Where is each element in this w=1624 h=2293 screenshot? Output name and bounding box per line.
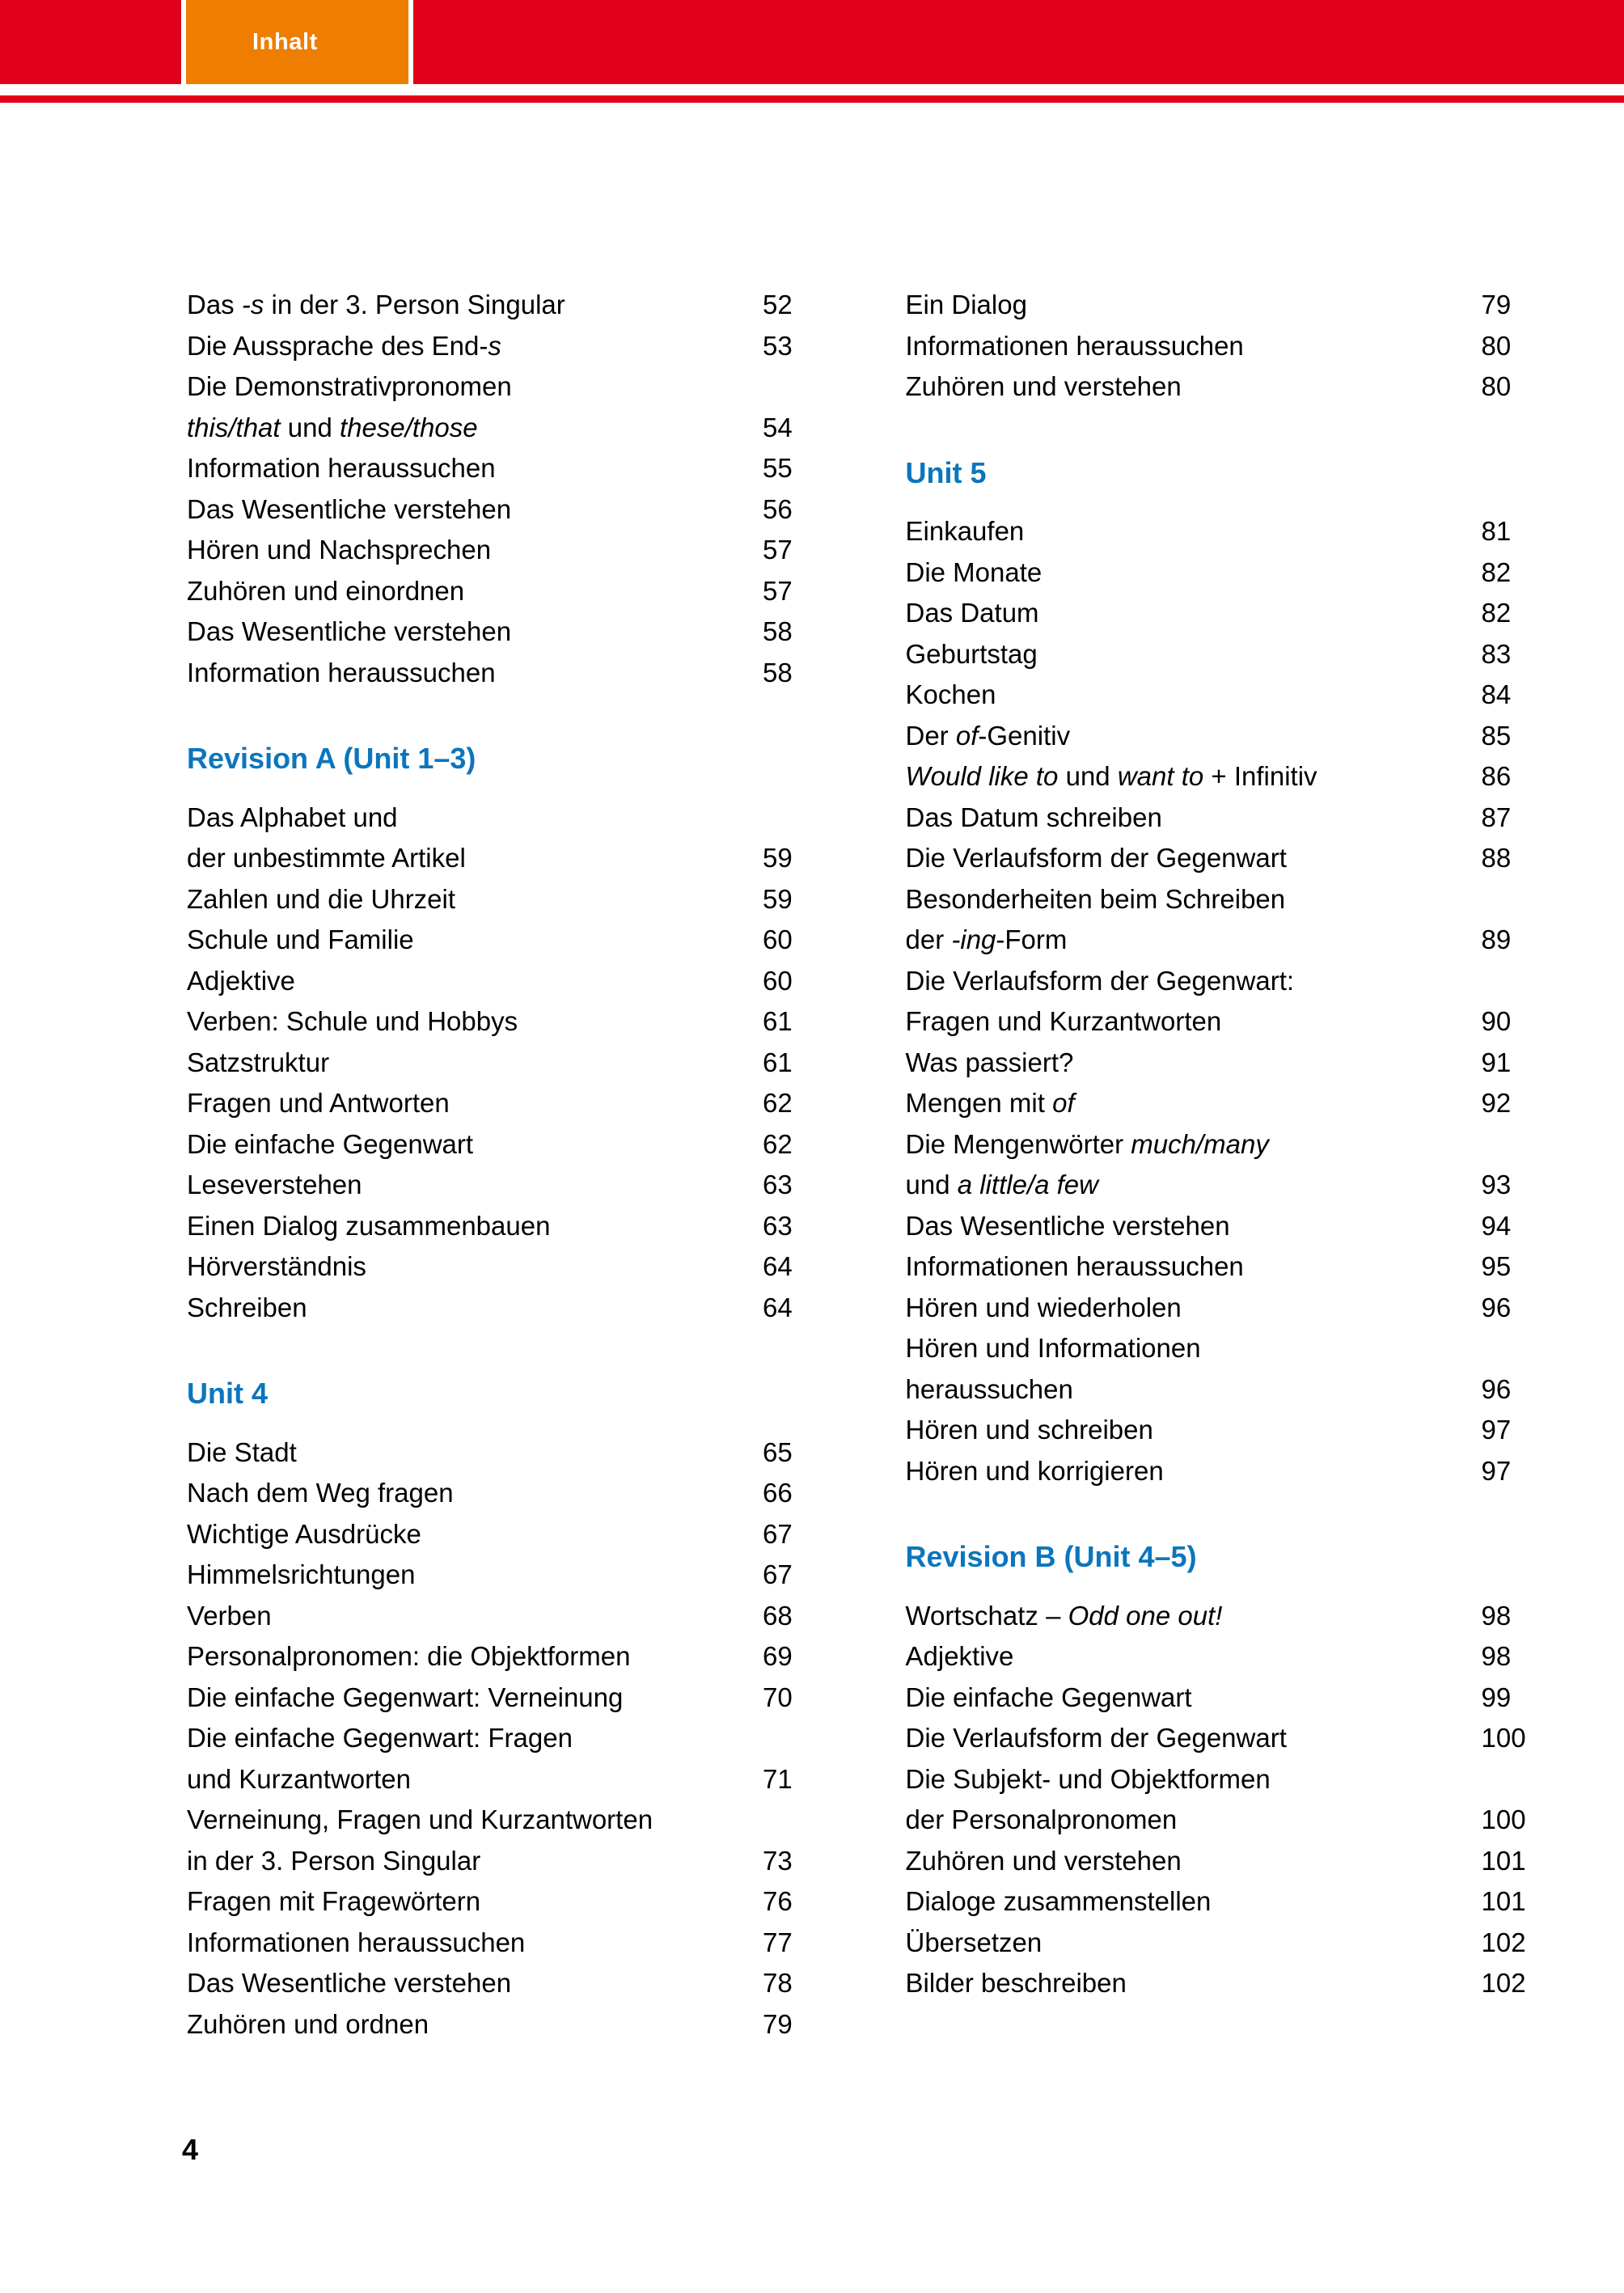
toc-entry[interactable]	[187, 1677, 906, 1719]
toc-entry[interactable]	[906, 1963, 1624, 2004]
toc-entry[interactable]	[187, 1206, 906, 1247]
toc-list	[187, 285, 906, 693]
toc-entry-title: Zuhören und einordnen	[187, 575, 465, 606]
toc-entry-title: Himmelsrichtungen	[187, 1559, 416, 1589]
toc-entry[interactable]	[187, 1514, 906, 1555]
toc-entry-page: 102	[1481, 1968, 1526, 1998]
toc-entry-title: und Kurzantworten	[187, 1763, 412, 1794]
toc-entry-title: Die Stadt	[187, 1436, 297, 1467]
toc-entry-title: Zahlen und die Uhrzeit	[187, 883, 456, 914]
toc-entry-title: Die einfache Gegenwart: Fragen	[187, 1723, 573, 1753]
toc-entry[interactable]	[906, 511, 1624, 552]
toc-entry-page: 91	[1481, 1047, 1512, 1077]
toc-entry[interactable]	[187, 961, 906, 1002]
toc-entry[interactable]	[187, 530, 906, 571]
toc-entry[interactable]	[906, 326, 1624, 367]
toc-entry-title: Hörverständnis	[187, 1251, 366, 1281]
toc-entry-page: 60	[763, 924, 793, 954]
toc-entry-page: 101	[1481, 1845, 1526, 1876]
toc-entry[interactable]	[906, 1800, 1624, 1841]
toc-entry-title: Schreiben	[187, 1292, 307, 1322]
toc-entry-title: Ein Dialog	[905, 290, 1027, 319]
toc-entry[interactable]	[906, 1759, 1624, 1800]
toc-entry[interactable]	[906, 1124, 1624, 1166]
toc-entry[interactable]	[906, 1206, 1624, 1247]
toc-entry[interactable]	[187, 489, 906, 531]
toc-entry-page: 97	[1481, 1415, 1512, 1445]
toc-entry-title: Zuhören und ordnen	[187, 2008, 429, 2039]
toc-entry[interactable]	[187, 285, 906, 326]
toc-entry[interactable]	[187, 1636, 906, 1677]
toc-entry-page: 97	[1481, 1455, 1512, 1486]
toc-entry[interactable]	[906, 593, 1624, 634]
toc-entry-title: Hören und schreiben	[905, 1415, 1153, 1445]
toc-entry-title: Hören und korrigieren	[905, 1455, 1164, 1486]
toc-entry-page: 80	[1481, 371, 1512, 401]
toc-entry-page: 57	[763, 575, 793, 606]
toc-entry[interactable]	[906, 797, 1624, 839]
toc-entry-title: Informationen heraussuchen	[905, 330, 1244, 361]
toc-entry-page: 78	[763, 1968, 793, 1998]
toc-entry-title: Schule und Familie	[187, 924, 414, 954]
toc-entry-page: 56	[763, 493, 793, 524]
toc-entry-title: Information heraussuchen	[187, 657, 496, 687]
toc-entry[interactable]	[906, 1246, 1624, 1288]
toc-entry-title: Einen Dialog zusammenbauen	[187, 1210, 551, 1241]
toc-entry-title: Zuhören und verstehen	[905, 371, 1182, 401]
toc-entry[interactable]	[187, 366, 906, 408]
toc-entry-title: Fragen mit Fragewörtern	[187, 1886, 481, 1916]
toc-entry[interactable]	[187, 1246, 906, 1288]
toc-entry[interactable]	[187, 1165, 906, 1206]
toc-entry-page: 92	[1481, 1088, 1512, 1118]
toc-entry-title: Geburtstag	[905, 638, 1038, 669]
toc-entry[interactable]	[906, 1718, 1624, 1759]
toc-entry[interactable]	[906, 1165, 1624, 1206]
toc-content	[0, 285, 1624, 2045]
toc-entry-page: 101	[1481, 1886, 1526, 1916]
toc-entry[interactable]	[187, 797, 906, 839]
toc-entry-page: 70	[763, 1682, 793, 1712]
toc-entry-title: Einkaufen	[905, 516, 1025, 546]
toc-entry-title: der unbestimmte Artikel	[187, 843, 466, 873]
toc-entry[interactable]	[906, 1043, 1624, 1084]
toc-entry[interactable]	[906, 1288, 1624, 1329]
spacer	[906, 1578, 1624, 1596]
toc-entry-page: 58	[763, 616, 793, 646]
toc-entry-title: Would like to und want to + Infinitiv	[905, 761, 1317, 791]
toc-entry[interactable]	[187, 1841, 906, 1882]
spacer	[906, 493, 1624, 511]
toc-entry-page: 59	[763, 843, 793, 873]
toc-entry-page: 62	[763, 1128, 793, 1159]
toc-entry-page: 86	[1481, 761, 1512, 791]
toc-entry-page: 100	[1481, 1723, 1526, 1753]
toc-entry-title: Die Subjekt- und Objektformen	[905, 1763, 1271, 1794]
toc-entry-page: 79	[763, 2008, 793, 2039]
toc-entry[interactable]	[187, 1759, 906, 1800]
toc-entry-page: 96	[1481, 1373, 1512, 1404]
toc-entry[interactable]	[906, 1841, 1624, 1882]
toc-entry[interactable]	[906, 1001, 1624, 1043]
toc-entry-title: Hören und wiederholen	[905, 1292, 1182, 1322]
toc-entry-page: 82	[1481, 556, 1512, 587]
toc-entry-title: Das Wesentliche verstehen	[905, 1210, 1230, 1241]
toc-entry-title: Das Alphabet und	[187, 802, 398, 832]
toc-entry-page: 59	[763, 883, 793, 914]
toc-entry[interactable]	[187, 838, 906, 879]
toc-entry-page: 57	[763, 535, 793, 565]
toc-entry-title: Adjektive	[187, 965, 295, 996]
toc-entry[interactable]	[187, 448, 906, 489]
toc-entry-title: Informationen heraussuchen	[187, 1927, 526, 1957]
toc-entry-title: Leseverstehen	[187, 1170, 362, 1199]
toc-entry-page: 66	[763, 1478, 793, 1508]
toc-entry[interactable]	[187, 1432, 906, 1474]
toc-entry[interactable]	[906, 1328, 1624, 1369]
toc-entry-page: 65	[763, 1436, 793, 1467]
toc-entry-title: Mengen mit of	[905, 1088, 1075, 1118]
toc-section-heading: Revision A (Unit 1–3)	[187, 742, 476, 775]
toc-entry[interactable]	[187, 1083, 906, 1124]
toc-entry-page: 63	[763, 1210, 793, 1241]
toc-entry[interactable]	[187, 1596, 906, 1637]
toc-entry-title: Adjektive	[905, 1641, 1014, 1671]
toc-entry-title: Die einfache Gegenwart	[187, 1128, 474, 1159]
toc-section-heading: Unit 4	[187, 1377, 269, 1410]
toc-entry-page: 85	[1481, 720, 1512, 751]
toc-entry[interactable]	[187, 1718, 906, 1759]
toc-entry-title: Verneinung, Fragen und Kurzantworten	[187, 1804, 653, 1834]
toc-entry[interactable]	[906, 716, 1624, 757]
toc-entry[interactable]	[906, 756, 1624, 797]
toc-entry[interactable]	[906, 1923, 1624, 1964]
toc-entry-title: Der of-Genitiv	[905, 720, 1071, 751]
toc-entry-page: 98	[1481, 1600, 1512, 1631]
toc-entry-title: Die Demonstrativpronomen	[187, 371, 512, 401]
toc-entry-title: heraussuchen	[905, 1373, 1073, 1404]
toc-entry-page: 76	[763, 1886, 793, 1916]
toc-entry-page: 89	[1481, 924, 1512, 954]
toc-entry-title: Was passiert?	[905, 1047, 1074, 1077]
toc-entry-title: Das Wesentliche verstehen	[187, 1968, 512, 1998]
toc-entry-title: Verben	[187, 1600, 272, 1631]
toc-entry[interactable]	[187, 1473, 906, 1514]
toc-entry-page: 64	[763, 1251, 793, 1281]
toc-list	[187, 797, 906, 1329]
toc-entry[interactable]	[906, 838, 1624, 879]
toc-list	[187, 1432, 906, 2046]
header-rule	[0, 95, 1624, 103]
toc-entry[interactable]	[906, 961, 1624, 1002]
toc-list	[906, 511, 1624, 1491]
toc-section-heading: Revision B (Unit 4–5)	[905, 1540, 1197, 1573]
toc-entry-page: 81	[1481, 516, 1512, 546]
toc-entry[interactable]	[906, 920, 1624, 961]
toc-entry-title: Informationen heraussuchen	[905, 1251, 1244, 1281]
toc-entry[interactable]	[187, 1963, 906, 2004]
toc-entry-title: Wortschatz – Odd one out!	[905, 1600, 1223, 1631]
toc-entry-title: Dialoge zusammenstellen	[905, 1886, 1212, 1916]
toc-entry-title: Das Wesentliche verstehen	[187, 616, 512, 646]
toc-entry[interactable]	[187, 326, 906, 367]
toc-entry-title: this/that und these/those	[187, 412, 478, 442]
header-gap	[0, 84, 1624, 95]
toc-entry[interactable]	[906, 1596, 1624, 1637]
toc-entry[interactable]	[906, 634, 1624, 675]
toc-section-heading: Unit 5	[905, 455, 987, 489]
toc-entry-title: Das Datum schreiben	[905, 802, 1162, 832]
toc-entry[interactable]	[906, 1083, 1624, 1124]
toc-entry-title: Die einfache Gegenwart: Verneinung	[187, 1682, 624, 1712]
page-number: 4	[182, 2133, 199, 2166]
toc-entry-title: Die einfache Gegenwart	[905, 1682, 1192, 1712]
toc-entry[interactable]	[906, 366, 1624, 408]
toc-entry-title: Satzstruktur	[187, 1047, 330, 1077]
toc-entry-page: 53	[763, 330, 793, 361]
toc-entry-title: Die Monate	[905, 556, 1042, 587]
toc-entry-page: 95	[1481, 1251, 1512, 1281]
toc-entry-title: Die Aussprache des End-s	[187, 330, 501, 361]
toc-entry[interactable]	[187, 611, 906, 653]
toc-entry-title: Information heraussuchen	[187, 453, 496, 483]
toc-entry[interactable]	[906, 285, 1624, 326]
toc-entry-page: 94	[1481, 1210, 1512, 1241]
toc-entry-page: 55	[763, 453, 793, 483]
toc-entry-page: 60	[763, 965, 793, 996]
toc-entry-page: 93	[1481, 1170, 1512, 1199]
toc-entry[interactable]	[187, 1881, 906, 1923]
toc-entry-page: 96	[1481, 1292, 1512, 1322]
toc-entry-page: 71	[763, 1763, 793, 1794]
toc-entry-page: 58	[763, 657, 793, 687]
toc-entry[interactable]	[187, 408, 906, 449]
toc-entry-page: 99	[1481, 1682, 1512, 1712]
toc-entry-page: 54	[763, 412, 793, 442]
toc-entry[interactable]	[906, 1451, 1624, 1492]
toc-entry[interactable]	[187, 653, 906, 694]
toc-entry-title: Das -s in der 3. Person Singular	[187, 290, 565, 319]
toc-entry-page: 73	[763, 1845, 793, 1876]
toc-entry-title: Fragen und Antworten	[187, 1088, 450, 1118]
toc-entry-title: Das Wesentliche verstehen	[187, 493, 512, 524]
toc-entry-page: 79	[1481, 290, 1512, 319]
toc-entry[interactable]	[906, 1636, 1624, 1677]
toc-entry-title: Hören und Informationen	[905, 1333, 1201, 1363]
toc-entry[interactable]	[187, 920, 906, 961]
toc-entry[interactable]	[906, 879, 1624, 920]
toc-entry-page: 88	[1481, 843, 1512, 873]
toc-entry-page: 84	[1481, 679, 1512, 709]
toc-entry-page: 87	[1481, 802, 1512, 832]
toc-entry[interactable]	[906, 1410, 1624, 1451]
toc-list	[906, 1596, 1624, 2004]
toc-list	[906, 285, 1624, 408]
toc-entry[interactable]	[187, 1001, 906, 1043]
toc-entry-title: Kochen	[905, 679, 996, 709]
toc-entry-page: 100	[1481, 1804, 1526, 1834]
toc-entry-title: Das Datum	[905, 598, 1039, 628]
toc-entry[interactable]	[906, 552, 1624, 594]
toc-entry[interactable]	[906, 675, 1624, 716]
toc-entry-title: Fragen und Kurzantworten	[905, 1006, 1222, 1036]
toc-entry[interactable]	[906, 1677, 1624, 1719]
toc-entry-page: 62	[763, 1088, 793, 1118]
section-tab-inhalt	[181, 0, 413, 84]
toc-entry-title: Die Verlaufsform der Gegenwart	[905, 1723, 1287, 1753]
toc-entry-page: 69	[763, 1641, 793, 1671]
toc-entry-title: und a little/a few	[905, 1170, 1098, 1199]
toc-entry-title: Verben: Schule und Hobbys	[187, 1006, 518, 1036]
toc-column-right	[906, 285, 1624, 2045]
toc-entry-page: 90	[1481, 1006, 1512, 1036]
toc-entry-page: 80	[1481, 330, 1512, 361]
toc-entry[interactable]	[187, 1124, 906, 1166]
toc-entry-page: 77	[763, 1927, 793, 1957]
spacer	[187, 1415, 906, 1432]
toc-entry-title: Übersetzen	[905, 1927, 1042, 1957]
section-tab-label: Inhalt	[252, 28, 318, 55]
toc-entry-title: Zuhören und verstehen	[905, 1845, 1182, 1876]
toc-entry-page: 61	[763, 1006, 793, 1036]
toc-entry[interactable]	[187, 1043, 906, 1084]
toc-entry-page: 82	[1481, 598, 1512, 628]
toc-entry[interactable]	[187, 1555, 906, 1596]
toc-entry[interactable]	[187, 879, 906, 920]
spacer	[187, 693, 906, 738]
toc-entry-title: in der 3. Person Singular	[187, 1845, 481, 1876]
toc-entry[interactable]	[187, 1288, 906, 1329]
toc-entry-page: 68	[763, 1600, 793, 1631]
spacer	[906, 1491, 1624, 1537]
spacer	[187, 1328, 906, 1373]
toc-entry-title: Die Mengenwörter much/many	[905, 1128, 1269, 1159]
toc-entry-title: Bilder beschreiben	[905, 1968, 1127, 1998]
toc-entry[interactable]	[906, 1369, 1624, 1411]
toc-entry-title: Besonderheiten beim Schreiben	[905, 883, 1286, 914]
toc-entry-page: 61	[763, 1047, 793, 1077]
toc-entry[interactable]	[906, 1881, 1624, 1923]
toc-entry[interactable]	[187, 1800, 906, 1841]
toc-entry-page: 67	[763, 1559, 793, 1589]
toc-entry-page: 102	[1481, 1927, 1526, 1957]
spacer	[906, 408, 1624, 453]
toc-entry-page: 64	[763, 1292, 793, 1322]
toc-entry-title: der -ing-Form	[905, 924, 1068, 954]
toc-entry[interactable]	[187, 2004, 906, 2046]
toc-entry-title: Die Verlaufsform der Gegenwart	[905, 843, 1287, 873]
toc-entry-title: Nach dem Weg fragen	[187, 1478, 454, 1508]
toc-entry-title: Personalpronomen: die Objektformen	[187, 1641, 631, 1671]
toc-entry-page: 52	[763, 290, 793, 319]
toc-entry-page: 98	[1481, 1641, 1512, 1671]
toc-entry-page: 83	[1481, 638, 1512, 669]
toc-entry-title: Wichtige Ausdrücke	[187, 1518, 421, 1549]
toc-entry[interactable]	[187, 1923, 906, 1964]
spacer	[187, 780, 906, 797]
toc-entry-title: Die Verlaufsform der Gegenwart:	[905, 965, 1295, 996]
toc-entry-title: der Personalpronomen	[905, 1804, 1178, 1834]
toc-entry-title: Hören und Nachsprechen	[187, 535, 492, 565]
toc-entry[interactable]	[187, 571, 906, 612]
toc-entry-page: 63	[763, 1170, 793, 1199]
toc-entry-page: 67	[763, 1518, 793, 1549]
toc-column-left	[187, 285, 906, 2045]
